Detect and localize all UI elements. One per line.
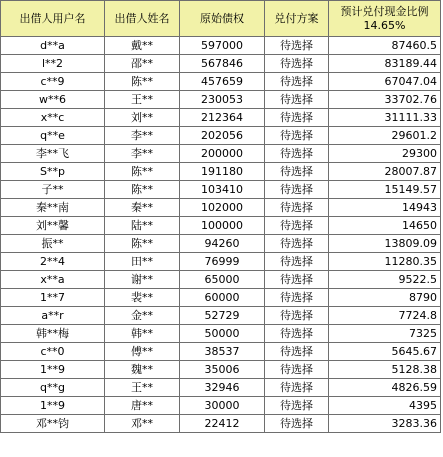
cell-plan: 待选择	[265, 127, 329, 145]
table-row	[1, 235, 441, 253]
cell-user-name: d**a	[1, 37, 105, 55]
cell-real-name: 陈**	[105, 235, 180, 253]
cell-cash-amount: 3283.36	[329, 415, 441, 433]
header-ratio	[329, 1, 441, 37]
cell-principal: 212364	[180, 109, 265, 127]
cell-real-name: 王**	[105, 379, 180, 397]
cell-cash-amount: 7724.8	[329, 307, 441, 325]
cell-principal: 597000	[180, 37, 265, 55]
cell-user-name: 邓**钧	[1, 415, 105, 433]
cell-real-name: 秦**	[105, 199, 180, 217]
cell-plan: 待选择	[265, 91, 329, 109]
table-row	[1, 343, 441, 361]
cell-cash-amount: 5645.67	[329, 343, 441, 361]
header-principal: 原始债权	[180, 1, 265, 37]
table-row	[1, 253, 441, 271]
cell-cash-amount: 4826.59	[329, 379, 441, 397]
cell-cash-amount: 33702.76	[329, 91, 441, 109]
cell-principal: 38537	[180, 343, 265, 361]
cell-cash-amount: 28007.87	[329, 163, 441, 181]
table-row	[1, 325, 441, 343]
cell-user-name: S**p	[1, 163, 105, 181]
table-row	[1, 37, 441, 55]
cell-cash-amount: 14943	[329, 199, 441, 217]
cell-principal: 200000	[180, 145, 265, 163]
cell-user-name: 1**7	[1, 289, 105, 307]
table-row	[1, 379, 441, 397]
cell-plan: 待选择	[265, 73, 329, 91]
cell-user-name: a**r	[1, 307, 105, 325]
cell-principal: 35006	[180, 361, 265, 379]
cell-plan: 待选择	[265, 397, 329, 415]
cell-user-name: x**a	[1, 271, 105, 289]
cell-principal: 32946	[180, 379, 265, 397]
header-ratio-value: 14.65%	[363, 18, 406, 32]
cell-user-name: 刘**馨	[1, 217, 105, 235]
cell-principal: 567846	[180, 55, 265, 73]
table-row	[1, 127, 441, 145]
table-row	[1, 361, 441, 379]
cell-cash-amount: 15149.57	[329, 181, 441, 199]
cell-cash-amount: 4395	[329, 397, 441, 415]
cell-user-name: 秦**南	[1, 199, 105, 217]
cell-plan: 待选择	[265, 307, 329, 325]
cell-principal: 100000	[180, 217, 265, 235]
cell-user-name: 1**9	[1, 361, 105, 379]
cell-cash-amount: 67047.04	[329, 73, 441, 91]
cell-real-name: 刘**	[105, 109, 180, 127]
cell-user-name: q**g	[1, 379, 105, 397]
cell-plan: 待选择	[265, 199, 329, 217]
cell-cash-amount: 29300	[329, 145, 441, 163]
cell-cash-amount: 5128.38	[329, 361, 441, 379]
cell-real-name: 韩**	[105, 325, 180, 343]
cell-real-name: 裴**	[105, 289, 180, 307]
table-row	[1, 271, 441, 289]
cell-user-name: 振**	[1, 235, 105, 253]
cell-cash-amount: 87460.5	[329, 37, 441, 55]
cell-real-name: 陈**	[105, 73, 180, 91]
table-row	[1, 163, 441, 181]
table-row	[1, 307, 441, 325]
cell-principal: 94260	[180, 235, 265, 253]
table-row	[1, 109, 441, 127]
cell-real-name: 王**	[105, 91, 180, 109]
table-row	[1, 415, 441, 433]
table-row	[1, 217, 441, 235]
cell-plan: 待选择	[265, 415, 329, 433]
header-plan: 兑付方案	[265, 1, 329, 37]
cell-real-name: 陆**	[105, 217, 180, 235]
cell-user-name: l**2	[1, 55, 105, 73]
cell-principal: 65000	[180, 271, 265, 289]
cell-plan: 待选择	[265, 37, 329, 55]
table-row	[1, 145, 441, 163]
cell-plan: 待选择	[265, 325, 329, 343]
cell-user-name: x**c	[1, 109, 105, 127]
cell-principal: 191180	[180, 163, 265, 181]
table-row	[1, 199, 441, 217]
table-row	[1, 73, 441, 91]
cell-plan: 待选择	[265, 361, 329, 379]
cell-cash-amount: 8790	[329, 289, 441, 307]
cell-principal: 230053	[180, 91, 265, 109]
table-row	[1, 289, 441, 307]
table-row	[1, 91, 441, 109]
cell-user-name: 1**9	[1, 397, 105, 415]
cell-user-name: 韩**梅	[1, 325, 105, 343]
cell-principal: 202056	[180, 127, 265, 145]
cell-user-name: c**0	[1, 343, 105, 361]
cell-real-name: 傅**	[105, 343, 180, 361]
cell-principal: 50000	[180, 325, 265, 343]
cell-plan: 待选择	[265, 235, 329, 253]
cell-plan: 待选择	[265, 217, 329, 235]
cell-cash-amount: 83189.44	[329, 55, 441, 73]
cell-cash-amount: 29601.2	[329, 127, 441, 145]
table-body	[1, 37, 441, 433]
table-row	[1, 397, 441, 415]
cell-user-name: w**6	[1, 91, 105, 109]
header-real-name: 出借人姓名	[105, 1, 180, 37]
cell-real-name: 邓**	[105, 415, 180, 433]
cell-principal: 103410	[180, 181, 265, 199]
cell-real-name: 陈**	[105, 163, 180, 181]
cell-plan: 待选择	[265, 253, 329, 271]
header-user-name: 出借人用户名	[1, 1, 105, 37]
header-row	[1, 1, 441, 37]
cell-real-name: 邵**	[105, 55, 180, 73]
cell-real-name: 魏**	[105, 361, 180, 379]
cell-user-name: 子**	[1, 181, 105, 199]
cell-principal: 22412	[180, 415, 265, 433]
cell-real-name: 唐**	[105, 397, 180, 415]
cell-principal: 60000	[180, 289, 265, 307]
cell-cash-amount: 13809.09	[329, 235, 441, 253]
cell-real-name: 戴**	[105, 37, 180, 55]
cell-real-name: 李**	[105, 127, 180, 145]
table-row	[1, 55, 441, 73]
cell-user-name: q**e	[1, 127, 105, 145]
cell-plan: 待选择	[265, 271, 329, 289]
cell-user-name: c**9	[1, 73, 105, 91]
cell-principal: 30000	[180, 397, 265, 415]
cell-cash-amount: 11280.35	[329, 253, 441, 271]
cell-plan: 待选择	[265, 379, 329, 397]
cell-plan: 待选择	[265, 343, 329, 361]
cell-real-name: 田**	[105, 253, 180, 271]
cell-plan: 待选择	[265, 163, 329, 181]
cell-plan: 待选择	[265, 289, 329, 307]
cell-real-name: 陈**	[105, 181, 180, 199]
cell-user-name: 2**4	[1, 253, 105, 271]
table-row	[1, 181, 441, 199]
cell-cash-amount: 14650	[329, 217, 441, 235]
cell-cash-amount: 9522.5	[329, 271, 441, 289]
header-ratio-label: 预计兑付现金比例	[340, 4, 429, 18]
cell-real-name: 谢**	[105, 271, 180, 289]
cell-principal: 76999	[180, 253, 265, 271]
cell-principal: 52729	[180, 307, 265, 325]
cell-real-name: 李**	[105, 145, 180, 163]
cell-user-name: 李**飞	[1, 145, 105, 163]
cell-plan: 待选择	[265, 55, 329, 73]
cell-plan: 待选择	[265, 109, 329, 127]
cell-plan: 待选择	[265, 145, 329, 163]
cell-real-name: 金**	[105, 307, 180, 325]
cell-cash-amount: 7325	[329, 325, 441, 343]
cell-cash-amount: 31111.33	[329, 109, 441, 127]
cell-plan: 待选择	[265, 181, 329, 199]
cell-principal: 457659	[180, 73, 265, 91]
cell-principal: 102000	[180, 199, 265, 217]
